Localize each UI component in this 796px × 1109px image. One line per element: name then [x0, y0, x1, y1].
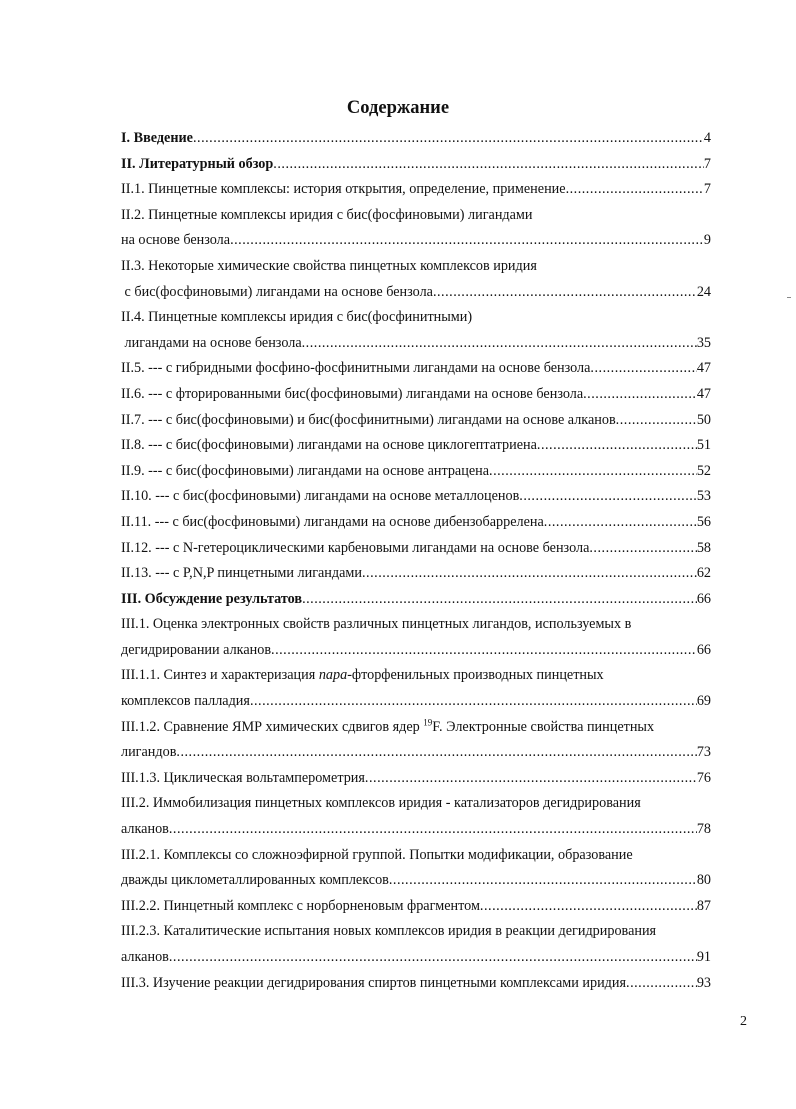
- toc-entry-continuation[interactable]: [121, 228, 711, 254]
- toc-entry-page: 69: [696, 693, 711, 710]
- title-part: III.1.1. Синтез и характеризация: [121, 667, 319, 684]
- toc-entry-page: 76: [696, 769, 711, 786]
- toc-entry-title: III.3. Изучение реакции дегидрирования спиртов пинцетными комплексами иридия: [121, 974, 627, 991]
- toc-entry-page: 7: [703, 181, 711, 198]
- toc-entry-page: 78: [696, 821, 711, 838]
- toc-entry-title: II.8. --- с бис(фосфиновыми) лигандами на основе циклогептатриена: [121, 437, 537, 454]
- toc-entry-continuation[interactable]: [121, 689, 711, 715]
- toc-entry-page: 7: [703, 155, 711, 172]
- toc-entry[interactable]: [121, 587, 711, 613]
- toc-entry-title: алканов: [121, 821, 169, 838]
- toc-entry-title: III. Обсуждение результатов: [121, 590, 303, 607]
- toc-entry-page: 35: [696, 334, 711, 351]
- toc-entry-title: [121, 663, 604, 689]
- toc-entry[interactable]: [121, 177, 711, 203]
- toc-entry[interactable]: [121, 561, 711, 587]
- toc-entry-continuation[interactable]: [121, 945, 711, 971]
- toc-entry-continuation[interactable]: [121, 740, 711, 766]
- toc-entry-first-line[interactable]: [121, 203, 711, 229]
- toc-entry-title: II.2. Пинцетные комплексы иридия с бис(фосфиновыми) лигандами: [121, 206, 533, 223]
- dot-leader: [544, 510, 697, 536]
- toc-entry[interactable]: [121, 408, 711, 434]
- toc-entry[interactable]: [121, 459, 711, 485]
- toc-entry-title: на основе бензола: [121, 232, 231, 249]
- dot-leader: [169, 817, 697, 843]
- toc-entry-first-line[interactable]: [121, 612, 711, 638]
- toc-entry-title: II.13. --- с P,N,P пинцетными лигандами: [121, 565, 362, 582]
- toc-entry-first-line[interactable]: [121, 791, 711, 817]
- toc-entry-continuation[interactable]: [121, 331, 711, 357]
- page-title: Содержание: [346, 98, 450, 118]
- scan-artifact: [787, 297, 791, 298]
- toc-entry-first-line[interactable]: [121, 919, 711, 945]
- dot-leader: [626, 971, 697, 997]
- dot-leader: [169, 945, 697, 971]
- toc-entry-title: II.5. --- с гибридными фосфино-фосфинитными лигандами на основе бензола: [121, 360, 591, 377]
- toc-entry[interactable]: [121, 894, 711, 920]
- toc-entry-page: 66: [696, 590, 711, 607]
- toc-entry-first-line[interactable]: [121, 254, 711, 280]
- toc-entry[interactable]: [121, 126, 711, 152]
- toc-entry-page: 53: [696, 488, 711, 505]
- toc-entry-page: 50: [696, 411, 711, 428]
- title-part: -фторфенильных производных пинцетных: [347, 667, 604, 684]
- toc-entry-title: лигандов: [121, 744, 177, 761]
- toc-entry-title: алканов: [121, 949, 169, 965]
- toc-entry-title: II.7. --- с бис(фосфиновыми) и бис(фосфинитными) лигандами на основе алканов: [121, 411, 616, 428]
- toc-entry[interactable]: [121, 971, 711, 997]
- toc-entry-title: III.2.1. Комплексы со сложноэфирной группой. Попытки модификации, образование: [121, 846, 633, 863]
- dot-leader: [489, 459, 697, 485]
- toc-entry-title: I. Введение: [121, 130, 193, 146]
- toc-entry[interactable]: [121, 484, 711, 510]
- toc-entry-title: III.1. Оценка электронных свойств различных пинцетных лигандов, используемых в: [121, 616, 632, 633]
- title-part: III.1.2. Сравнение ЯМР химических сдвигов ядер: [121, 718, 424, 735]
- toc-entry-continuation[interactable]: [121, 638, 711, 664]
- dot-leader: [365, 766, 697, 792]
- toc-entry[interactable]: [121, 510, 711, 536]
- toc-entry-page: 80: [696, 872, 711, 889]
- dot-leader: [583, 382, 697, 408]
- toc-entry-page: 87: [696, 897, 711, 914]
- toc-entry[interactable]: [121, 382, 711, 408]
- dot-leader: [273, 152, 704, 178]
- toc-entry-title: дегидрировании алканов: [121, 641, 272, 658]
- toc-entry-page: 24: [696, 283, 711, 300]
- dot-leader: [230, 228, 704, 254]
- toc-entry-page: 4: [703, 130, 711, 146]
- toc-entry-title: III.2. Иммобилизация пинцетных комплексов иридия - катализаторов дегидрирования: [121, 795, 641, 812]
- toc-entry-title: II. Литературный обзор: [121, 155, 274, 172]
- toc-entry[interactable]: [121, 152, 711, 178]
- dot-leader: [176, 740, 696, 766]
- toc-entry-page: 58: [696, 539, 711, 556]
- dot-leader: [302, 331, 697, 357]
- dot-leader: [537, 433, 697, 459]
- toc-entry-title: II.3. Некоторые химические свойства пинцетных комплексов иридия: [121, 257, 537, 274]
- toc-entry[interactable]: [121, 536, 711, 562]
- toc-entry-page: 47: [696, 360, 711, 377]
- toc-entry-title: II.11. --- с бис(фосфиновыми) лигандами на основе дибензобаррелена: [121, 513, 544, 530]
- dot-leader: [250, 689, 697, 715]
- toc-entry-title: II.9. --- с бис(фосфиновыми) лигандами на основе антрацена: [121, 462, 490, 479]
- toc-entry-title: III.2.3. Каталитические испытания новых комплексов иридия в реакции дегидрирования: [121, 923, 657, 940]
- superscript: 19: [423, 716, 433, 727]
- dot-leader: [433, 280, 697, 306]
- toc-entry-page: 56: [696, 513, 711, 530]
- toc-entry-title: II.6. --- с фторированными бис(фосфиновыми) лигандами на основе бензола: [121, 385, 584, 402]
- toc-entry-page: 47: [696, 385, 711, 402]
- toc-entry-title: III.2.2. Пинцетный комплекс с норборненовым фрагментом: [121, 897, 480, 914]
- toc-entry-page: 93: [696, 974, 711, 991]
- dot-leader: [566, 177, 704, 203]
- toc-entry-title: III.1.3. Циклическая вольтамперометрия: [121, 769, 365, 786]
- toc-entry[interactable]: [121, 433, 711, 459]
- dot-leader: [480, 894, 697, 920]
- dot-leader: [616, 408, 697, 434]
- dot-leader: [389, 868, 697, 894]
- toc-entry-page: 51: [696, 437, 711, 454]
- dot-leader: [271, 638, 697, 664]
- toc-entry-page: 62: [696, 565, 711, 582]
- dot-leader: [519, 484, 697, 510]
- dot-leader: [589, 536, 696, 562]
- toc-entry-title: дважды циклометаллированных комплексов: [121, 872, 389, 889]
- toc-entry-title: [121, 715, 654, 741]
- toc-entry-title: II.10. --- с бис(фосфиновыми) лигандами на основе металлоценов: [121, 488, 520, 505]
- toc-entry-page: 52: [696, 462, 711, 479]
- toc-entry-continuation[interactable]: [121, 817, 711, 843]
- toc-entry-first-line[interactable]: [121, 715, 711, 741]
- toc-entry-title: II.12. --- с N-гетероциклическими карбеновыми лигандами на основе бензола: [121, 539, 590, 556]
- toc-entry[interactable]: [121, 356, 711, 382]
- title-part: F. Электронные свойства пинцетных: [432, 718, 655, 735]
- toc-entry-title: II.1. Пинцетные комплексы: история открытия, определение, применение: [121, 181, 566, 198]
- toc-entry-page: 66: [696, 641, 711, 658]
- title-italic-part: пара: [318, 667, 348, 684]
- dot-leader: [590, 356, 696, 382]
- toc-entry[interactable]: [121, 766, 711, 792]
- table-of-contents: [121, 126, 711, 996]
- toc-entry-title: II.4. Пинцетные комплексы иридия с бис(фосфинитными): [121, 309, 473, 326]
- dot-leader: [362, 561, 697, 587]
- dot-leader: [302, 587, 697, 613]
- toc-entry-continuation[interactable]: [121, 280, 711, 306]
- toc-entry-title: комплексов палладия: [121, 693, 250, 710]
- toc-entry-page: 9: [703, 232, 711, 249]
- toc-entry-title: лигандами на основе бензола: [121, 334, 302, 351]
- toc-entry-first-line[interactable]: [121, 663, 711, 689]
- toc-entry-page: 91: [696, 949, 711, 965]
- toc-entry-continuation[interactable]: [121, 868, 711, 894]
- toc-entry-title: с бис(фосфиновыми) лигандами на основе бензола: [121, 283, 433, 300]
- toc-entry-first-line[interactable]: [121, 305, 711, 331]
- page-number: 2: [740, 1014, 747, 1029]
- toc-entry-page: 73: [696, 744, 711, 761]
- dot-leader: [193, 126, 704, 152]
- toc-entry-first-line[interactable]: [121, 843, 711, 869]
